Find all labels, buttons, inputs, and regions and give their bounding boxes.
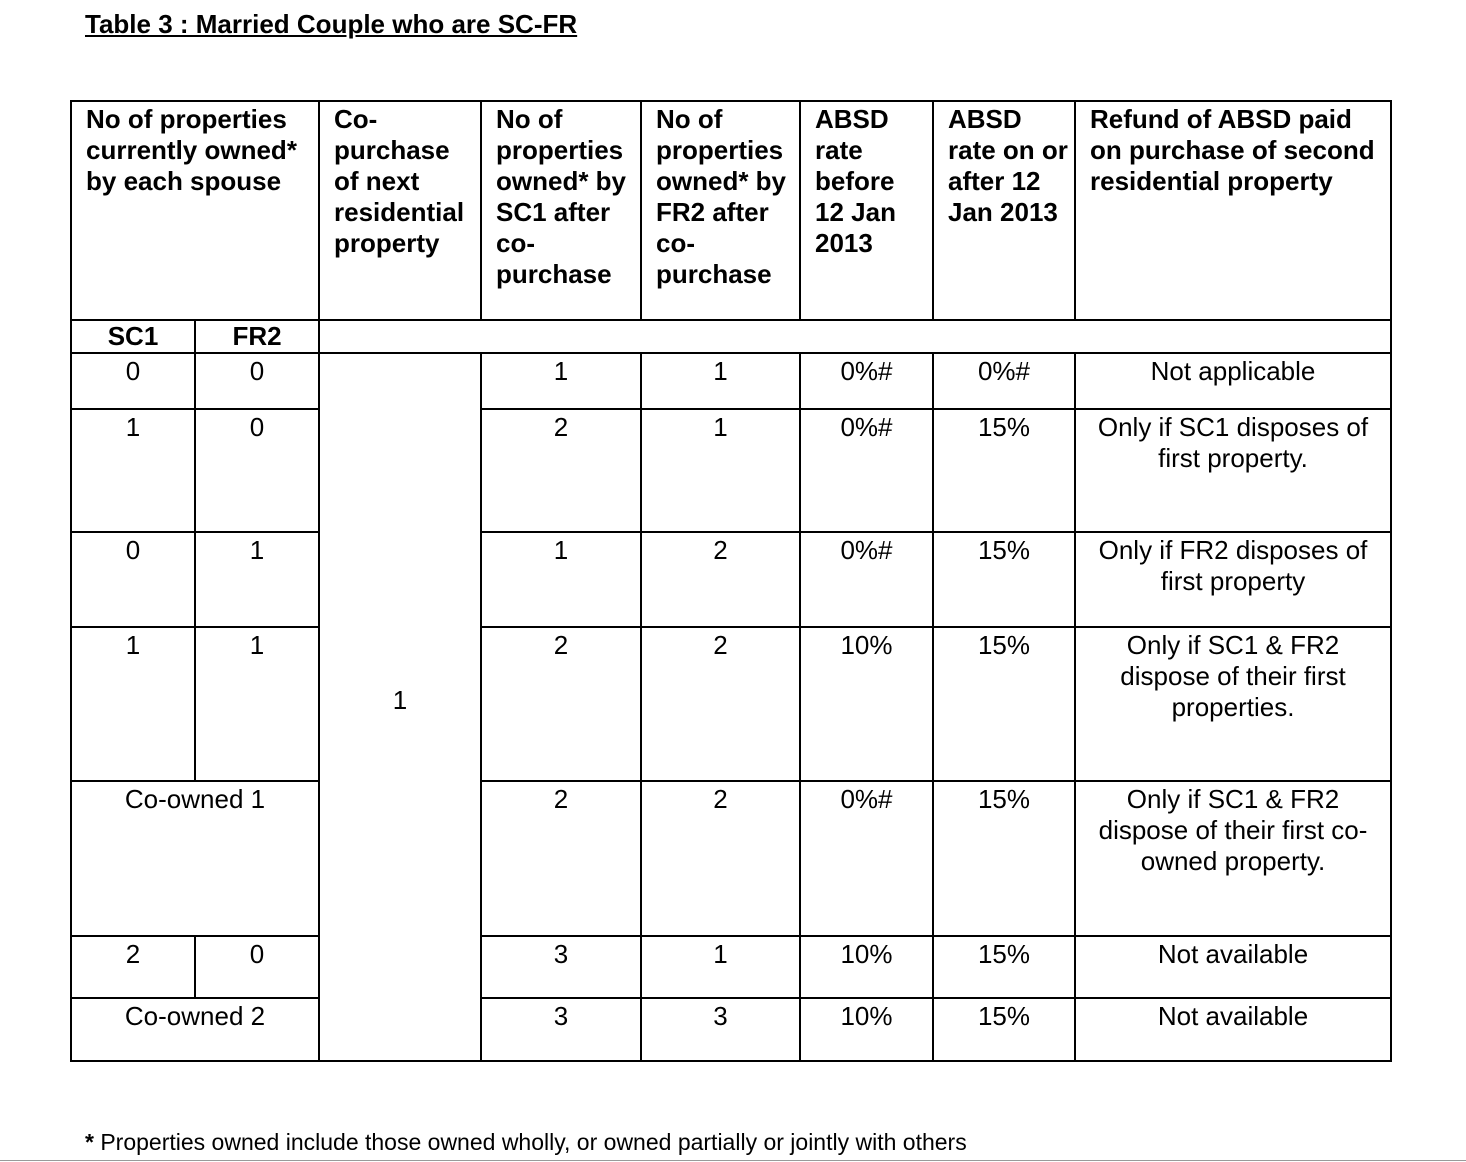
cell-rate-before: 0%#	[800, 532, 933, 627]
cell-refund: Only if SC1 & FR2 dispose of their first properties.	[1075, 627, 1391, 781]
cell-fr2: 1	[195, 532, 319, 627]
cell-fr2: 1	[195, 627, 319, 781]
subheader-sc1: SC1	[71, 320, 195, 353]
cell-fr2-after: 2	[641, 627, 800, 781]
cell-refund: Only if SC1 & FR2 dispose of their first co-owned property.	[1075, 781, 1391, 936]
cell-fr2-after: 2	[641, 781, 800, 936]
cell-refund: Not available	[1075, 936, 1391, 998]
cell-rate-after: 15%	[933, 936, 1075, 998]
cell-refund: Not available	[1075, 998, 1391, 1061]
cell-sc1: 0	[71, 353, 195, 409]
header-row	[71, 101, 1391, 320]
table-row	[71, 936, 1391, 998]
header-owned-by-spouse: No of properties currently owned* by each spouse	[71, 101, 319, 320]
cell-rate-after: 15%	[933, 781, 1075, 936]
table-row	[71, 353, 1391, 409]
header-rate-before: ABSD rate before 12 Jan 2013	[800, 101, 933, 320]
cell-sc1: 2	[71, 936, 195, 998]
table-row	[71, 532, 1391, 627]
table-title: Table 3 : Married Couple who are SC-FR	[85, 9, 578, 39]
cell-fr2: 0	[195, 409, 319, 532]
page-bottom-divider	[0, 1160, 1466, 1161]
cell-sc1: 1	[71, 409, 195, 532]
header-copurchase: Co-purchase of next residential property	[319, 101, 481, 320]
cell-coowned: Co-owned 2	[71, 998, 319, 1061]
cell-rate-before: 10%	[800, 998, 933, 1061]
cell-coowned: Co-owned 1	[71, 781, 319, 936]
cell-rate-after: 15%	[933, 532, 1075, 627]
subheader-blank	[319, 320, 1391, 353]
cell-refund: Only if FR2 disposes of first property	[1075, 532, 1391, 627]
cell-fr2-after: 2	[641, 532, 800, 627]
cell-sc1: 1	[71, 627, 195, 781]
header-refund: Refund of ABSD paid on purchase of second residential property	[1075, 101, 1391, 320]
cell-sc1-after: 1	[481, 353, 641, 409]
cell-rate-after: 15%	[933, 998, 1075, 1061]
cell-rate-after: 15%	[933, 627, 1075, 781]
cell-rate-before: 0%#	[800, 409, 933, 532]
header-rate-after: ABSD rate on or after 12 Jan 2013	[933, 101, 1075, 320]
cell-rate-before: 10%	[800, 627, 933, 781]
cell-sc1-after: 1	[481, 532, 641, 627]
subheader-fr2: FR2	[195, 320, 319, 353]
cell-sc1-after: 3	[481, 998, 641, 1061]
cell-fr2-after: 1	[641, 936, 800, 998]
cell-rate-after: 0%#	[933, 353, 1075, 409]
cell-fr2-after: 1	[641, 353, 800, 409]
cell-fr2-after: 1	[641, 409, 800, 532]
cell-sc1-after: 2	[481, 409, 641, 532]
header-fr2-after: No of properties owned* by FR2 after co-purchase	[641, 101, 800, 320]
cell-rate-before: 0%#	[800, 781, 933, 936]
cell-sc1-after: 2	[481, 781, 641, 936]
table-row	[71, 998, 1391, 1061]
cell-rate-after: 15%	[933, 409, 1075, 532]
cell-fr2-after: 3	[641, 998, 800, 1061]
footnote-text: Properties owned include those owned wholly, or owned partially or jointly with others	[93, 1129, 967, 1155]
table-row	[71, 627, 1391, 781]
footnote	[85, 1128, 967, 1156]
cell-sc1-after: 3	[481, 936, 641, 998]
cell-sc1: 0	[71, 532, 195, 627]
cell-refund: Only if SC1 disposes of first property.	[1075, 409, 1391, 532]
cell-copurchase: 1	[319, 353, 481, 1061]
subheader-row	[71, 320, 1391, 353]
absd-table	[70, 100, 1392, 1062]
footnote-marker: *	[85, 1129, 94, 1155]
cell-rate-before: 10%	[800, 936, 933, 998]
cell-sc1-after: 2	[481, 627, 641, 781]
cell-rate-before: 0%#	[800, 353, 933, 409]
table-row	[71, 781, 1391, 936]
table-row	[71, 409, 1391, 532]
cell-fr2: 0	[195, 353, 319, 409]
header-sc1-after: No of properties owned* by SC1 after co-purchase	[481, 101, 641, 320]
cell-fr2: 0	[195, 936, 319, 998]
cell-refund: Not applicable	[1075, 353, 1391, 409]
